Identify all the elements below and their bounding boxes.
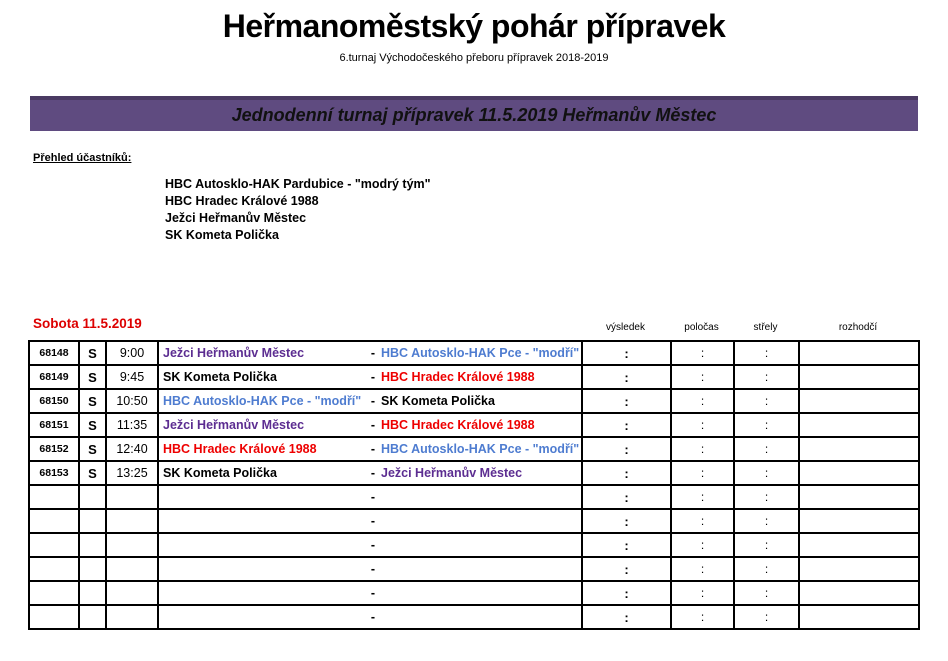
schedule-row [29,389,919,413]
home-team: SK Kometa Polička [163,466,277,480]
page-title: Heřmanoměstský pohár přípravek [222,8,726,44]
halftime-cell: : [671,341,734,365]
referee-cell [799,341,919,365]
home-team: HBC Hradec Králové 1988 [163,442,317,456]
result-cell: : [582,341,671,365]
away-team: HBC Hradec Králové 1988 [381,418,535,432]
column-header-result: výsledek [606,322,645,333]
team-separator-dash: - [370,418,376,432]
halftime-cell: : [671,581,734,605]
schedule-row [29,533,919,557]
match-time-cell: 9:45 [106,365,158,389]
team-separator-dash: - [370,538,376,552]
halftime-cell: : [671,461,734,485]
match-number-cell [29,509,79,533]
halftime-cell: : [671,533,734,557]
halftime-cell: : [671,389,734,413]
match-time-cell: 11:35 [106,413,158,437]
day-flag-cell: S [79,437,106,461]
halftime-cell: : [671,557,734,581]
match-line [163,394,581,408]
match-number-cell [29,533,79,557]
referee-cell [799,557,919,581]
match-teams-cell [158,533,582,557]
schedule-row [29,437,919,461]
day-flag-cell [79,485,106,509]
match-teams-cell [158,389,582,413]
shots-cell: : [734,485,799,509]
participants-heading: Přehled účastníků: [33,152,132,164]
shots-cell: : [734,365,799,389]
referee-cell [799,389,919,413]
match-time-cell: 10:50 [106,389,158,413]
home-team: Ježci Heřmanův Městec [163,346,305,360]
match-number-cell: 68152 [29,437,79,461]
shots-cell: : [734,581,799,605]
result-cell: : [582,533,671,557]
day-flag-cell: S [79,461,106,485]
match-teams-cell [158,605,582,629]
match-number-cell [29,557,79,581]
column-header-shots: střely [753,322,778,333]
referee-cell [799,485,919,509]
halftime-cell: : [671,605,734,629]
match-teams-cell [158,437,582,461]
away-team: SK Kometa Polička [381,394,495,408]
match-teams-cell [158,461,582,485]
referee-cell [799,605,919,629]
shots-cell: : [734,437,799,461]
result-cell: : [582,581,671,605]
away-team: Ježci Heřmanův Městec [381,466,523,480]
result-cell: : [582,413,671,437]
match-number-cell: 68149 [29,365,79,389]
participant-item: HBC Autosklo-HAK Pardubice - "modrý tým" [165,177,431,191]
shots-cell: : [734,533,799,557]
match-line [163,610,581,624]
result-cell: : [582,485,671,509]
team-separator-dash: - [370,466,376,480]
schedule-row [29,413,919,437]
match-teams-cell [158,365,582,389]
day-flag-cell [79,557,106,581]
halftime-cell: : [671,485,734,509]
match-line [163,514,581,528]
team-separator-dash: - [370,370,376,384]
match-time-cell: 12:40 [106,437,158,461]
shots-cell: : [734,461,799,485]
match-teams-cell [158,509,582,533]
match-number-cell: 68153 [29,461,79,485]
referee-cell [799,461,919,485]
match-teams-cell [158,557,582,581]
participant-item: HBC Hradec Králové 1988 [165,194,319,208]
away-team: HBC Autosklo-HAK Pce - "modří" [381,346,580,360]
halftime-cell: : [671,509,734,533]
match-time-cell: 13:25 [106,461,158,485]
match-time-cell [106,509,158,533]
result-cell: : [582,605,671,629]
schedule-row [29,605,919,629]
match-line [163,490,581,504]
result-cell: : [582,389,671,413]
shots-cell: : [734,413,799,437]
team-separator-dash: - [370,490,376,504]
schedule-row [29,341,919,365]
team-separator-dash: - [370,610,376,624]
halftime-cell: : [671,413,734,437]
match-teams-cell [158,485,582,509]
result-cell: : [582,509,671,533]
match-number-cell: 68150 [29,389,79,413]
match-line [163,466,581,480]
schedule-row [29,581,919,605]
day-flag-cell: S [79,341,106,365]
team-separator-dash: - [370,346,376,360]
page-subtitle: 6.turnaj Východočeského přeboru přípravek 2018-2019 [339,52,609,64]
match-number-cell: 68151 [29,413,79,437]
column-header-halftime: poločas [684,322,719,333]
referee-cell [799,365,919,389]
schedule-row [29,509,919,533]
referee-cell [799,437,919,461]
match-line [163,346,581,360]
schedule-row [29,485,919,509]
tournament-banner [30,96,918,131]
team-separator-dash: - [370,562,376,576]
shots-cell: : [734,509,799,533]
schedule-table-body [29,341,919,629]
result-cell: : [582,461,671,485]
away-team: HBC Autosklo-HAK Pce - "modří" [381,442,580,456]
shots-cell: : [734,557,799,581]
match-time-cell: 9:00 [106,341,158,365]
match-number-cell: 68148 [29,341,79,365]
team-separator-dash: - [370,514,376,528]
shots-cell: : [734,389,799,413]
match-time-cell [106,581,158,605]
schedule-table [28,340,920,630]
schedule-row [29,461,919,485]
participant-item: Ježci Heřmanův Městec [165,211,307,225]
result-cell: : [582,437,671,461]
match-time-cell [106,485,158,509]
halftime-cell: : [671,365,734,389]
shots-cell: : [734,605,799,629]
home-team: Ježci Heřmanův Městec [163,418,305,432]
referee-cell [799,413,919,437]
day-flag-cell: S [79,413,106,437]
match-time-cell [106,557,158,581]
date-label: Sobota 11.5.2019 [33,316,142,331]
schedule-row [29,557,919,581]
day-flag-cell: S [79,365,106,389]
participants-list [165,176,431,244]
match-line [163,562,581,576]
home-team: SK Kometa Polička [163,370,277,384]
match-line [163,418,581,432]
home-team: HBC Autosklo-HAK Pce - "modří" [163,394,362,408]
away-team: HBC Hradec Králové 1988 [381,370,535,384]
match-line [163,586,581,600]
match-number-cell [29,605,79,629]
match-line [163,442,581,456]
day-flag-cell [79,509,106,533]
referee-cell [799,533,919,557]
match-line [163,370,581,384]
result-cell: : [582,365,671,389]
day-flag-cell [79,533,106,557]
match-line [163,538,581,552]
day-flag-cell [79,605,106,629]
match-time-cell [106,605,158,629]
halftime-cell: : [671,437,734,461]
referee-cell [799,581,919,605]
banner-text: Jednodenní turnaj přípravek 11.5.2019 Heřmanův Městec [231,105,717,125]
column-header-referee: rozhodčí [838,322,878,333]
team-separator-dash: - [370,442,376,456]
day-flag-cell: S [79,389,106,413]
match-number-cell [29,485,79,509]
team-separator-dash: - [370,394,376,408]
team-separator-dash: - [370,586,376,600]
match-number-cell [29,581,79,605]
shots-cell: : [734,341,799,365]
result-cell: : [582,557,671,581]
day-flag-cell [79,581,106,605]
match-teams-cell [158,413,582,437]
referee-cell [799,509,919,533]
match-teams-cell [158,581,582,605]
match-teams-cell [158,341,582,365]
participant-item: SK Kometa Polička [165,228,279,242]
schedule-row [29,365,919,389]
match-time-cell [106,533,158,557]
